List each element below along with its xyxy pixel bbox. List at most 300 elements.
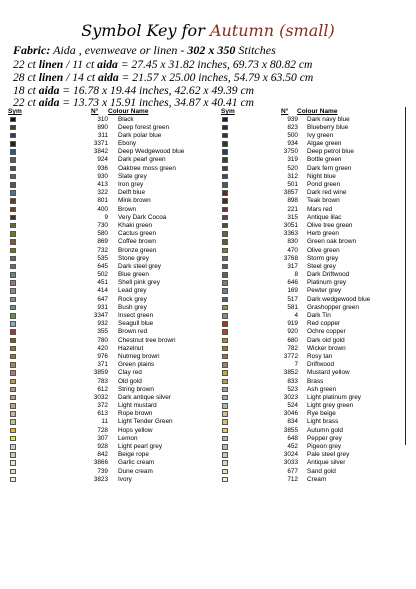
dimension-line (13, 58, 413, 71)
colour-number: 311 (97, 131, 108, 139)
header-name-right: Colour Name (297, 108, 338, 115)
list-item (10, 369, 405, 377)
colour-swatch-icon (222, 272, 228, 278)
list-item (10, 435, 405, 443)
list-item (10, 361, 405, 369)
colour-name: Beige rope (118, 451, 149, 459)
colour-number: 823 (287, 123, 298, 131)
colour-swatch-icon (222, 297, 228, 303)
colour-number: 7 (294, 361, 298, 369)
colour-swatch-icon (222, 452, 228, 458)
fabric-size: 302 x 350 (187, 43, 236, 57)
colour-number: 520 (287, 164, 298, 172)
fabric-text: Aida , evenweave or linen - (50, 43, 188, 57)
colour-number: 648 (287, 434, 298, 442)
colour-swatch-icon (222, 133, 228, 139)
colour-swatch-icon (222, 223, 228, 229)
colour-number: 833 (287, 377, 298, 385)
colour-number: 524 (287, 402, 298, 410)
colour-swatch-icon (222, 288, 228, 294)
list-item (10, 328, 405, 336)
colour-swatch-icon (222, 207, 228, 213)
list-item (10, 312, 405, 320)
colour-name: Garlic cream (118, 459, 155, 467)
colour-swatch-icon (222, 444, 228, 450)
colour-name: Hops yellow (118, 426, 153, 434)
colour-swatch-icon (222, 321, 228, 327)
page-title (0, 22, 416, 40)
colour-swatch-icon (222, 182, 228, 188)
colour-swatch-icon (222, 149, 228, 155)
dim-count: 18 ct (13, 84, 39, 97)
colour-name: Cactus green (118, 230, 157, 238)
list-item (10, 140, 405, 148)
colour-name: Pale steel grey (307, 451, 350, 459)
dim-count-2: / 14 ct (63, 71, 99, 84)
colour-name: Deep petrol blue (307, 148, 354, 156)
colour-number: 3859 (93, 369, 108, 377)
colour-number: 581 (287, 303, 298, 311)
colour-name: Herb green (307, 230, 339, 238)
colour-name: Autumn gold (307, 426, 343, 434)
colour-name: Ivy green (307, 131, 334, 139)
colour-number: 834 (287, 418, 298, 426)
colour-name: Steel grey (307, 262, 336, 270)
colour-name: Light Tender Green (118, 418, 173, 426)
list-item (10, 222, 405, 230)
colour-number: 783 (97, 377, 108, 385)
colour-name: Algae green (307, 140, 342, 148)
colour-name: Pepper grey (307, 434, 342, 442)
colour-name: Driftwood (307, 361, 334, 369)
colour-swatch-icon (222, 469, 228, 475)
colour-number: 3023 (283, 393, 298, 401)
colour-number: 3823 (93, 475, 108, 483)
colour-number: 8 (294, 271, 298, 279)
colour-name: Grashopper green (307, 303, 359, 311)
colour-name: Ash green (307, 385, 337, 393)
colour-name: Dark fern green (307, 164, 352, 172)
colour-name: Light grey green (307, 402, 354, 410)
colour-name: Brown (118, 205, 137, 213)
colour-number: 315 (287, 213, 298, 221)
colour-number: 372 (97, 402, 108, 410)
colour-swatch-icon (222, 280, 228, 286)
colour-swatch-icon (222, 157, 228, 163)
colour-name: Wicker brown (307, 344, 346, 352)
colour-swatch-icon (222, 411, 228, 417)
colour-swatch-icon (222, 239, 228, 245)
list-item (10, 263, 405, 271)
colour-name: Rope brown (118, 410, 153, 418)
dim-size: = 27.45 x 31.82 inches, 69.73 x 80.82 cm (117, 58, 313, 71)
dim-count-2: / 11 ct (63, 58, 98, 71)
colour-number: 647 (97, 295, 108, 303)
colour-swatch-icon (222, 436, 228, 442)
colour-swatch-icon (222, 248, 228, 254)
colour-name: Dark Tin (307, 312, 331, 319)
colour-name: Black (118, 115, 134, 123)
colour-number: 221 (287, 205, 298, 213)
colour-name: Dark pearl green (118, 156, 166, 164)
colour-number: 414 (97, 287, 108, 295)
colour-number: 3857 (283, 189, 298, 197)
colour-name: Dark polar blue (118, 131, 162, 139)
colour-name: Pewter grey (307, 287, 342, 295)
colour-number: 930 (97, 172, 108, 180)
title-accent: Autumn (small) (209, 21, 335, 40)
colour-name: Sand gold (307, 467, 336, 475)
colour-name: Brass (307, 377, 324, 385)
colour-number: 680 (287, 336, 298, 344)
list-item (10, 337, 405, 345)
colour-number: 869 (97, 238, 108, 246)
dim-count: 28 ct (13, 71, 39, 84)
right-colour-list (10, 116, 405, 484)
colour-number: 936 (97, 164, 108, 172)
fabric-suffix: Stitches (235, 43, 276, 57)
colour-number: 3772 (283, 352, 298, 360)
list-item (10, 345, 405, 353)
list-item (10, 476, 405, 484)
column-divider (405, 107, 406, 445)
list-item (10, 148, 405, 156)
colour-number: 322 (97, 189, 108, 197)
colour-number: 312 (287, 172, 298, 180)
colour-number: 3852 (283, 369, 298, 377)
colour-swatch-icon (222, 379, 228, 385)
colour-swatch-icon (222, 477, 228, 483)
dimension-line (13, 71, 413, 84)
list-item (10, 320, 405, 328)
colour-number: 319 (287, 156, 298, 164)
dim-size: = 13.73 x 15.91 inches, 34.87 x 40.41 cm (59, 96, 254, 109)
colour-number: 307 (97, 434, 108, 442)
list-item (10, 247, 405, 255)
colour-number: 4 (294, 312, 298, 319)
colour-number: 355 (97, 328, 108, 336)
colour-name: Brown red (118, 328, 148, 336)
colour-name: Dune cream (118, 467, 153, 475)
colour-number: 928 (97, 443, 108, 450)
colour-swatch-icon (222, 264, 228, 270)
colour-number: 924 (97, 156, 108, 164)
colour-name: Antique silver (307, 459, 346, 467)
colour-name: Seagull blue (118, 320, 154, 328)
fabric-label: Fabric: (13, 43, 51, 57)
colour-name: Light brass (307, 418, 339, 426)
colour-number: 11 (101, 418, 108, 426)
colour-number: 898 (287, 197, 298, 205)
list-item (10, 132, 405, 140)
list-item (10, 189, 405, 197)
colour-name: Ivory (118, 475, 132, 483)
colour-name: Light mustard (118, 402, 157, 410)
list-item (10, 410, 405, 418)
colour-swatch-icon (222, 190, 228, 196)
list-item (10, 156, 405, 164)
colour-name: Iron grey (118, 181, 144, 188)
list-item (10, 459, 405, 467)
list-item (10, 124, 405, 132)
list-item (10, 451, 405, 459)
colour-name: Delft blue (118, 189, 145, 197)
colour-name: Bottle green (307, 156, 342, 164)
colour-name: Cream (307, 475, 327, 483)
colour-swatch-icon (222, 460, 228, 466)
colour-number: 732 (97, 246, 108, 254)
title-prefix: Symbol Key for (81, 21, 205, 40)
colour-name: Green plains (118, 361, 155, 369)
dim-fabric-2: aida (38, 96, 60, 109)
list-item (10, 255, 405, 263)
colour-number: 3842 (93, 148, 108, 156)
colour-number: 500 (287, 131, 298, 139)
colour-number: 939 (287, 115, 298, 123)
colour-name: Rosy tan (307, 352, 333, 360)
header-num-right: N° (281, 108, 289, 115)
colour-number: 890 (97, 123, 108, 131)
list-item (10, 173, 405, 181)
colour-name: Lemon (118, 434, 138, 442)
colour-number: 169 (287, 287, 298, 295)
colour-number: 3363 (283, 230, 298, 238)
colour-number: 580 (97, 230, 108, 238)
colour-number: 3768 (283, 254, 298, 262)
colour-number: 3347 (93, 312, 108, 319)
colour-number: 517 (287, 295, 298, 303)
colour-number: 400 (97, 205, 108, 213)
colour-number: 371 (97, 361, 108, 369)
colour-name: Red copper (307, 320, 341, 328)
colour-name: Blueberry blue (307, 123, 349, 131)
colour-name: Bush grey (118, 303, 147, 311)
colour-name: Insect green (118, 312, 154, 319)
colour-number: 3750 (283, 148, 298, 156)
colour-number: 931 (97, 303, 108, 311)
colour-swatch-icon (222, 166, 228, 172)
colour-name: Mink brown (118, 197, 151, 205)
colour-number: 739 (97, 467, 108, 475)
colour-number: 677 (287, 467, 298, 475)
list-item (10, 230, 405, 238)
colour-swatch-icon (222, 419, 228, 425)
header-sym-left: Sym (8, 108, 22, 115)
dim-count: 22 ct (13, 58, 39, 71)
colour-number: 3032 (93, 393, 108, 401)
list-item (10, 394, 405, 402)
list-item (10, 271, 405, 279)
colour-number: 712 (287, 475, 298, 483)
list-item (10, 386, 405, 394)
colour-name: String brown (118, 385, 154, 393)
colour-number: 932 (97, 320, 108, 328)
colour-swatch-icon (222, 370, 228, 376)
colour-name: Blue green (118, 271, 149, 279)
colour-name: Light pearl grey (118, 443, 163, 450)
colour-swatch-icon (222, 395, 228, 401)
colour-swatch-icon (222, 354, 228, 360)
list-item (10, 427, 405, 435)
list-item (10, 238, 405, 246)
header-sym-right: Sym (221, 108, 235, 115)
colour-name: Dark navy blue (307, 115, 350, 123)
colour-number: 413 (97, 181, 108, 188)
list-item (10, 378, 405, 386)
list-item (10, 304, 405, 312)
colour-number: 645 (97, 262, 108, 270)
list-item (10, 116, 405, 124)
colour-number: 452 (287, 443, 298, 450)
colour-number: 3051 (283, 221, 298, 229)
colour-name: Bronze green (118, 246, 157, 254)
colour-swatch-icon (222, 215, 228, 221)
colour-number: 3046 (283, 410, 298, 418)
colour-name: Dark antique silver (118, 393, 171, 401)
header-name-left: Colour Name (108, 108, 149, 115)
colour-name: Platinum grey (307, 279, 347, 287)
colour-number: 842 (97, 451, 108, 459)
colour-number: 920 (287, 328, 298, 336)
dim-fabric-2: aida (38, 84, 60, 97)
colour-name: Deep forest green (118, 123, 170, 131)
list-item (10, 443, 405, 451)
colour-name: Dark Driftwood (307, 271, 350, 279)
colour-name: Night blue (307, 172, 336, 180)
colour-number: 780 (97, 336, 108, 344)
colour-name: Deep Wedgewood blue (118, 148, 185, 156)
list-item (10, 468, 405, 476)
colour-number: 501 (287, 181, 298, 188)
colour-name: Pigeon grey (307, 443, 342, 450)
colour-swatch-icon (222, 362, 228, 368)
list-item (10, 214, 405, 222)
colour-name: Shell pink grey (118, 279, 160, 287)
colour-number: 612 (97, 385, 108, 393)
colour-number: 646 (287, 279, 298, 287)
colour-name: Coffee brown (118, 238, 156, 246)
colour-number: 470 (287, 246, 298, 254)
list-item (10, 296, 405, 304)
colour-number: 523 (287, 385, 298, 393)
colour-number: 310 (97, 115, 108, 123)
colour-name: Hazelnut (118, 344, 144, 352)
list-item (10, 206, 405, 214)
colour-name: Very Dark Cocoa (118, 213, 167, 221)
dim-size: = 16.78 x 19.44 inches, 42.62 x 49.39 cm (59, 84, 254, 97)
colour-number: 919 (287, 320, 298, 328)
colour-swatch-icon (222, 256, 228, 262)
colour-name: Ebony (118, 140, 137, 148)
colour-name: Khaki green (118, 221, 153, 229)
colour-name: Chestnut tree brown (118, 336, 176, 344)
colour-number: 730 (97, 221, 108, 229)
colour-name: Teak brown (307, 197, 340, 205)
colour-name: Dark old gold (307, 336, 345, 344)
fabric-line (13, 44, 413, 57)
list-item (10, 353, 405, 361)
colour-number: 830 (287, 238, 298, 246)
list-item (10, 181, 405, 189)
colour-name: Nutmeg brown (118, 352, 160, 360)
colour-number: 502 (97, 271, 108, 279)
colour-swatch-icon (222, 231, 228, 237)
colour-name: Old gold (118, 377, 142, 385)
colour-name: Stone grey (118, 254, 149, 262)
colour-name: Rye beige (307, 410, 336, 418)
colour-name: Olive tree green (307, 221, 353, 229)
colour-swatch-icon (222, 141, 228, 147)
colour-name: Clay red (118, 369, 142, 377)
colour-number: 3371 (93, 140, 108, 148)
colour-number: 9 (104, 213, 108, 221)
colour-number: 728 (97, 426, 108, 434)
dim-size: = 21.57 x 25.00 inches, 54.79 x 63.50 cm (118, 71, 314, 84)
colour-name: Ochre copper (307, 328, 346, 336)
colour-swatch-icon (222, 403, 228, 409)
colour-number: 317 (287, 262, 298, 270)
colour-name: Dark wedgewood blue (307, 295, 371, 303)
colour-number: 934 (287, 140, 298, 148)
colour-name: Mustard yellow (307, 369, 350, 377)
colour-number: 3855 (283, 426, 298, 434)
colour-number: 420 (97, 344, 108, 352)
colour-number: 613 (97, 410, 108, 418)
colour-number: 451 (97, 279, 108, 287)
colour-swatch-icon (222, 329, 228, 335)
colour-swatch-icon (222, 428, 228, 434)
colour-swatch-icon (222, 174, 228, 180)
colour-number: 3024 (283, 451, 298, 459)
colour-swatch-icon (222, 346, 228, 352)
colour-number: 535 (97, 254, 108, 262)
colour-name: Rock grey (118, 295, 147, 303)
colour-name: Slate grey (118, 172, 147, 180)
header-num-left: N° (91, 108, 99, 115)
list-item (10, 197, 405, 205)
dim-fabric: linen (38, 58, 64, 71)
colour-name: Dark steel grey (118, 262, 161, 270)
list-item (10, 287, 405, 295)
colour-swatch-icon (222, 198, 228, 204)
dim-count: 22 ct (13, 96, 39, 109)
colour-swatch-icon (222, 387, 228, 393)
list-item (10, 165, 405, 173)
colour-number: 782 (287, 344, 298, 352)
dim-fabric-2: aida (97, 58, 118, 71)
colour-name: Pond green (307, 181, 341, 188)
colour-name: Lead grey (118, 287, 147, 295)
dim-fabric-2: aida (98, 71, 119, 84)
colour-name: Olive green (307, 246, 340, 254)
colour-name: Green oak brown (307, 238, 357, 246)
colour-number: 801 (97, 197, 108, 205)
colour-name: Oaktree moss green (118, 164, 176, 172)
colour-name: Mars red (307, 205, 333, 213)
colour-swatch-icon (222, 125, 228, 131)
colour-swatch-icon (222, 338, 228, 344)
list-item (10, 418, 405, 426)
colour-number: 976 (97, 352, 108, 360)
dim-fabric: linen (38, 71, 64, 84)
list-item (10, 402, 405, 410)
colour-swatch-icon (222, 117, 228, 123)
colour-name: Antique lilac (307, 213, 342, 221)
colour-name: Dark red wine (307, 189, 347, 197)
dimension-line (13, 96, 413, 109)
colour-number: 3033 (283, 459, 298, 467)
colour-number: 3866 (93, 459, 108, 467)
